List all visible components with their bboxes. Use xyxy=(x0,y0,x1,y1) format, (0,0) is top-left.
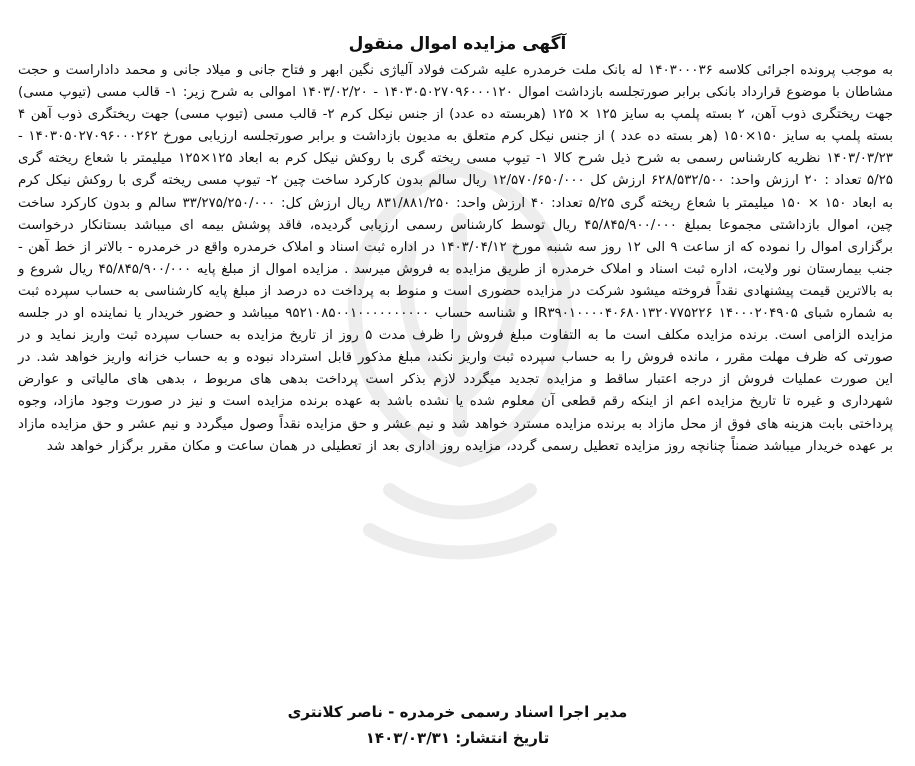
notice-body-text: به موجب پرونده اجرائی کلاسه ۱۴۰۳۰۰۰۳۶ له بانک ملت خرمدره علیه شرکت فولاد آلیاژی نگین ابهر و فتاح جانی و میلاد جانی و محمد داداراست و حجت مشاطان با موضوع قرارداد بانکی برابر صورتجلسه بازداشت اموال ۱۴۰۳۰۵۰۲۷۰۹۶۰۰۰۱۲۰ - ۱۴۰۳/۰۲/۲۰ اموالی به شرح زیر: ۱- قالب مسی (تیوپ مسی) جهت ریختگری ذوب آهن، ۲ بسته پلمپ به سایز ۱۲۵ × ۱۲۵ (هربسته ده عدد) از جنس نیکل کرم ۲- قالب مسی (تیوپ مسی) جهت ریختگری ذوب آهن ۴ بسته پلمپ به سایز ۱۵۰×۱۵۰ (هر بسته ده عدد ) از جنس نیکل کرم متعلق به مدیون بازداشت و برابر صورتجلسه ارزیابی مورخ ۱۴۰۳۰۵۰۲۷۰۹۶۰۰۰۲۶۲ - ۱۴۰۳/۰۳/۲۳ نظریه کارشناس رسمی به شرح ذیل شرح کالا ۱- تیوپ مسی ریخته گری با روکش نیکل کرم به ابعاد ۱۲۵×۱۲۵ میلیمتر با شعاع ریخته گری ۵/۲۵ تعداد : ۲۰ ارزش واحد: ۶۲۸/۵۳۲/۵۰۰ ارزش کل ۱۲/۵۷۰/۶۵۰/۰۰۰ ریال سالم بدون کارکرد ساخت چین ۲- تیوپ مسی ریخته گری با روکش نیکل کرم به ابعاد ۱۵۰ × ۱۵۰ میلیمتر با شعاع ریخته گری ۵/۲۵ تعداد: ۴۰ ارزش واحد: ۸۳۱/۸۸۱/۲۵۰ ریال ارزش کل: ۳۳/۲۷۵/۲۵۰/۰۰۰ سالم و بدون کارکرد ساخت چین، اموال بازداشتی مجموعا بمبلغ ۴۵/۸۴۵/۹۰۰/۰۰۰ ریال توسط کارشناس رسمی ارزیابی گردیده، فاقد پوشش بیمه ای میباشد بستانکار درخواست برگزاری اموال را نموده که از ساعت ۹ الی ۱۲ روز سه شنبه مورخ ۱۴۰۳/۰۴/۱۲ در اداره ثبت اسناد و املاک خرمدره واقع در خرمدره - بالاتر از خط آهن - جنب بیمارستان نور ولایت، اداره ثبت اسناد و املاک خرمدره از طریق مزایده به فروش میرسد . مزایده اموال از مبلغ پایه ۴۵/۸۴۵/۹۰۰/۰۰۰ ریال شروع و به بالاترین قیمت پیشنهادی نقداً فروخته میشود شرکت در مزایده حضوری است و منوط به پرداخت ده درصد از مبلغ پایه کارشناسی به حساب سپرده ثبت به شماره شبای ۱۴۰۰۰۲۰۴۹۰۵ IR۳۹۰۱۰۰۰۰۴۰۶۸۰۱۳۲۰۷۷۵۲۲۶ و شناسه حساب ۹۵۲۱۰۸۵۰۰۱۰۰۰۰۰۰۰۰۰۰ میباشد و حضور خریدار یا نماینده او در جلسه مزایده الزامی است. برنده مزایده مکلف است ما به التفاوت مبلغ فروش را ظرف مدت ۵ روز از تاریخ مزایده به حساب سپرده ثبت واریز نماید و در صورتی که ظرف مهلت مقرر ، مانده فروش را به حساب سپرده ثبت واریز نکند، مبلغ مذکور قابل استرداد نبوده و به حساب خزانه واریز خواهد شد. در این صورت عملیات فروش از درجه اعتبار ساقط و مزایده تجدید میگردد لازم بذکر است پرداخت بدهی های مربوط ، بدهی های مالیاتی و عوارض شهرداری و غیره تا تاریخ مزایده اعم از اینکه رقم قطعی آن معلوم شده یا نشده باشد به عهده برنده مزایده است و نیز در صورت وجود مازاد، وجوه پرداختی بابت هزینه های فوق از محل مازاد به برنده مزایده مسترد خواهد شد و نیم عشر و حق مزایده نقداً وصول میگردد و نیم عشر و حق مزایده مازاد بر عهده خریدار میباشد ضمناً چنانچه روز مزایده تعطیل رسمی گردد، مزایده روز اداری بعد از تعطیلی در همان ساعت و مکان مقرر برگزار خواهد شد xyxy=(18,63,894,454)
publish-date: تاریخ انتشار: ۱۴۰۳/۰۳/۳۱ xyxy=(365,729,550,747)
page-title: آگهی مزایده اموال منقول xyxy=(348,34,567,54)
signature-line: مدیر اجرا اسناد رسمی خرمدره - ناصر کلانتری xyxy=(287,703,628,721)
